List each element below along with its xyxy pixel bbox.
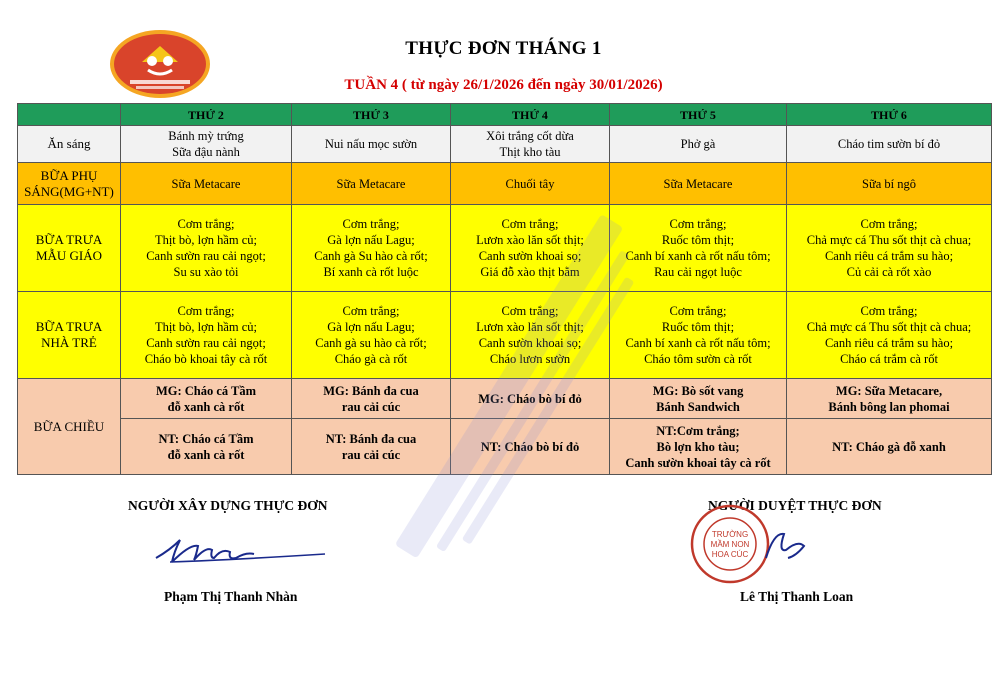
menu-cell: Sữa Metacare	[121, 163, 292, 205]
dish: NT: Cháo gà đỗ xanh	[832, 439, 946, 454]
menu-cell	[787, 419, 992, 475]
dish: Xôi trắng cốt dừa	[486, 129, 574, 143]
menu-cell	[610, 379, 787, 419]
menu-cell	[610, 419, 787, 475]
menu-cell	[610, 292, 787, 379]
menu-cell	[292, 379, 451, 419]
dish: đỗ xanh cà rốt	[167, 399, 245, 414]
corner-cell	[18, 104, 121, 126]
snack-row	[18, 163, 992, 205]
row-label	[18, 292, 121, 379]
dish: MG: Cháo bò bí đỏ	[478, 391, 582, 406]
menu-cell	[121, 419, 292, 475]
menu-cell: Chuối tây	[451, 163, 610, 205]
dish: Sữa đậu nành	[172, 145, 240, 159]
dish: Cháo tim sườn bí đỏ	[837, 137, 941, 151]
dish: Ruốc tôm thịt;	[661, 320, 735, 334]
menu-cell	[787, 292, 992, 379]
dish: Cơm trắng;	[501, 217, 559, 231]
dish: Canh sườn rau cải ngọt;	[146, 336, 266, 350]
dish: Thịt bò, lợn hầm củ;	[154, 233, 258, 247]
dish: Canh riêu cá trắm su hào;	[824, 336, 954, 350]
row-label: BỮA CHIỀU	[18, 379, 121, 475]
dish: Cơm trắng;	[669, 217, 727, 231]
approver-title: NGƯỜI DUYỆT THỰC ĐƠN	[708, 498, 882, 513]
row-label	[18, 163, 121, 205]
day-header: THỨ 2	[121, 104, 292, 126]
day-header: THỨ 4	[451, 104, 610, 126]
menu-cell: Sữa Metacare	[292, 163, 451, 205]
dish: Gà lợn nấu Lagu;	[327, 320, 415, 334]
dish: Chả mực cá Thu sốt thịt cà chua;	[806, 233, 972, 247]
dish: Cháo bò khoai tây cà rốt	[144, 352, 268, 366]
dish: Thịt bò, lợn hầm củ;	[154, 320, 258, 334]
dish: Bò lợn kho tàu;	[656, 439, 740, 454]
dish: Cơm trắng;	[177, 217, 235, 231]
day-header-row	[18, 104, 992, 126]
dish: NT: Cháo bò bí đỏ	[480, 439, 580, 454]
dish: NT:Cơm trắng;	[656, 423, 740, 438]
menu-cell	[787, 205, 992, 292]
menu-table	[17, 103, 992, 475]
dish: Cơm trắng;	[860, 304, 918, 318]
menu-cell: Sữa Metacare	[610, 163, 787, 205]
page-title: THỰC ĐƠN THÁNG 1	[405, 38, 602, 59]
dish: Ruốc tôm thịt;	[661, 233, 735, 247]
dish: Bánh mỳ trứng	[168, 129, 244, 143]
dish: Bí xanh cà rốt luộc	[323, 265, 419, 279]
row-label-line: BỮA PHỤ	[40, 167, 98, 183]
breakfast-row	[18, 126, 992, 163]
menu-cell	[451, 292, 610, 379]
menu-cell	[787, 126, 992, 163]
menu-cell	[451, 205, 610, 292]
afternoon-nt-row	[18, 419, 992, 475]
dish: NT: Bánh đa cua	[325, 431, 417, 446]
dish: Cháo lươn sườn	[489, 352, 571, 366]
row-label-line: BỮA TRƯA	[35, 319, 103, 334]
menu-cell	[292, 419, 451, 475]
dish: Chả mực cá Thu sốt thịt cà chua;	[806, 320, 972, 334]
dish: Thịt kho tàu	[499, 145, 561, 159]
dish: MG: Sữa Metacare,	[835, 383, 943, 398]
row-label-line: SÁNG(MG+NT)	[24, 183, 114, 199]
dish: MG: Bò sốt vang	[652, 383, 744, 398]
dish: Cơm trắng;	[860, 217, 918, 231]
menu-cell	[451, 379, 610, 419]
builder-signature	[150, 532, 330, 577]
dish: rau cải cúc	[341, 447, 401, 462]
dish: Cháo gà cà rốt	[334, 352, 408, 366]
dish: Su su xào tỏi	[173, 265, 239, 279]
menu-cell	[610, 126, 787, 163]
dish: Rau cải ngọt luộc	[654, 265, 742, 279]
dish: MG: Cháo cá Tầm	[155, 383, 257, 398]
dish: Cơm trắng;	[501, 304, 559, 318]
menu-cell	[121, 292, 292, 379]
dish: Gà lợn nấu Lagu;	[327, 233, 415, 247]
dish: Lươn xào lăn sốt thịt;	[476, 320, 584, 334]
school-stamp	[688, 500, 818, 590]
dish: Giá đỗ xào thịt bằm	[480, 265, 580, 279]
dish: Cơm trắng;	[342, 304, 400, 318]
menu-cell	[121, 205, 292, 292]
menu-cell	[121, 126, 292, 163]
day-header: THỨ 6	[787, 104, 992, 126]
week-subtitle: TUẦN 4 ( từ ngày 26/1/2026 đến ngày 30/01/2026)	[344, 77, 663, 93]
dish: Canh sườn rau cải ngọt;	[146, 249, 266, 263]
dish: Bánh Sandwich	[656, 399, 740, 414]
row-label	[18, 205, 121, 292]
approver-name: Lê Thị Thanh Loan	[740, 589, 854, 604]
day-header: THỨ 3	[292, 104, 451, 126]
lunch-mg-row	[18, 205, 992, 292]
row-label-line: MẪU GIÁO	[35, 248, 103, 263]
dish: Canh bí xanh cà rốt nấu tôm;	[625, 336, 771, 350]
menu-cell	[451, 419, 610, 475]
dish: Lươn xào lăn sốt thịt;	[476, 233, 584, 247]
dish: Canh sườn khoai sọ;	[478, 249, 582, 263]
menu-cell: Sữa bí ngô	[787, 163, 992, 205]
menu-cell	[610, 205, 787, 292]
stamp-line: HOA CÚC	[711, 550, 749, 559]
lunch-nt-row	[18, 292, 992, 379]
dish: Cơm trắng;	[669, 304, 727, 318]
builder-name: Phạm Thị Thanh Nhàn	[164, 589, 298, 604]
menu-cell	[292, 205, 451, 292]
menu-cell	[451, 126, 610, 163]
menu-cell	[292, 126, 451, 163]
dish: Bánh bông lan phomai	[828, 399, 950, 414]
dish: Canh bí xanh cà rốt nấu tôm;	[625, 249, 771, 263]
dish: đỗ xanh cà rốt	[167, 447, 245, 462]
menu-cell	[787, 379, 992, 419]
dish: Cơm trắng;	[342, 217, 400, 231]
dish: Canh riêu cá trắm su hào;	[824, 249, 954, 263]
stamp-line: TRƯỜNG	[711, 530, 749, 539]
dish: Cháo cá trắm cà rốt	[840, 352, 938, 366]
stamp-line: MẦM NON	[710, 540, 750, 549]
dish: Phở gà	[680, 137, 716, 151]
dish: Nui nấu mọc sườn	[324, 137, 418, 151]
afternoon-mg-row	[18, 379, 992, 419]
dish: Cơm trắng;	[177, 304, 235, 318]
dish: Củ cải cà rốt xào	[846, 265, 932, 279]
row-label-line: BỮA TRƯA	[35, 232, 103, 247]
row-label: Ăn sáng	[18, 126, 121, 163]
dish: MG: Bánh đa cua	[323, 383, 419, 398]
dish: Canh sườn khoai tây cà rốt	[625, 455, 771, 470]
row-label-line: NHÀ TRẺ	[41, 335, 97, 350]
dish: NT: Cháo cá Tầm	[158, 431, 254, 446]
dish: Canh gà Su hào cà rốt;	[314, 249, 428, 263]
dish: Canh gà su hào cà rốt;	[315, 336, 427, 350]
menu-cell	[121, 379, 292, 419]
builder-title: NGƯỜI XÂY DỰNG THỰC ĐƠN	[128, 498, 328, 513]
menu-cell	[292, 292, 451, 379]
dish: rau cải cúc	[341, 399, 401, 414]
dish: Cháo tôm sườn cà rốt	[644, 352, 752, 366]
dish: Canh sườn khoai sọ;	[478, 336, 582, 350]
day-header: THỨ 5	[610, 104, 787, 126]
